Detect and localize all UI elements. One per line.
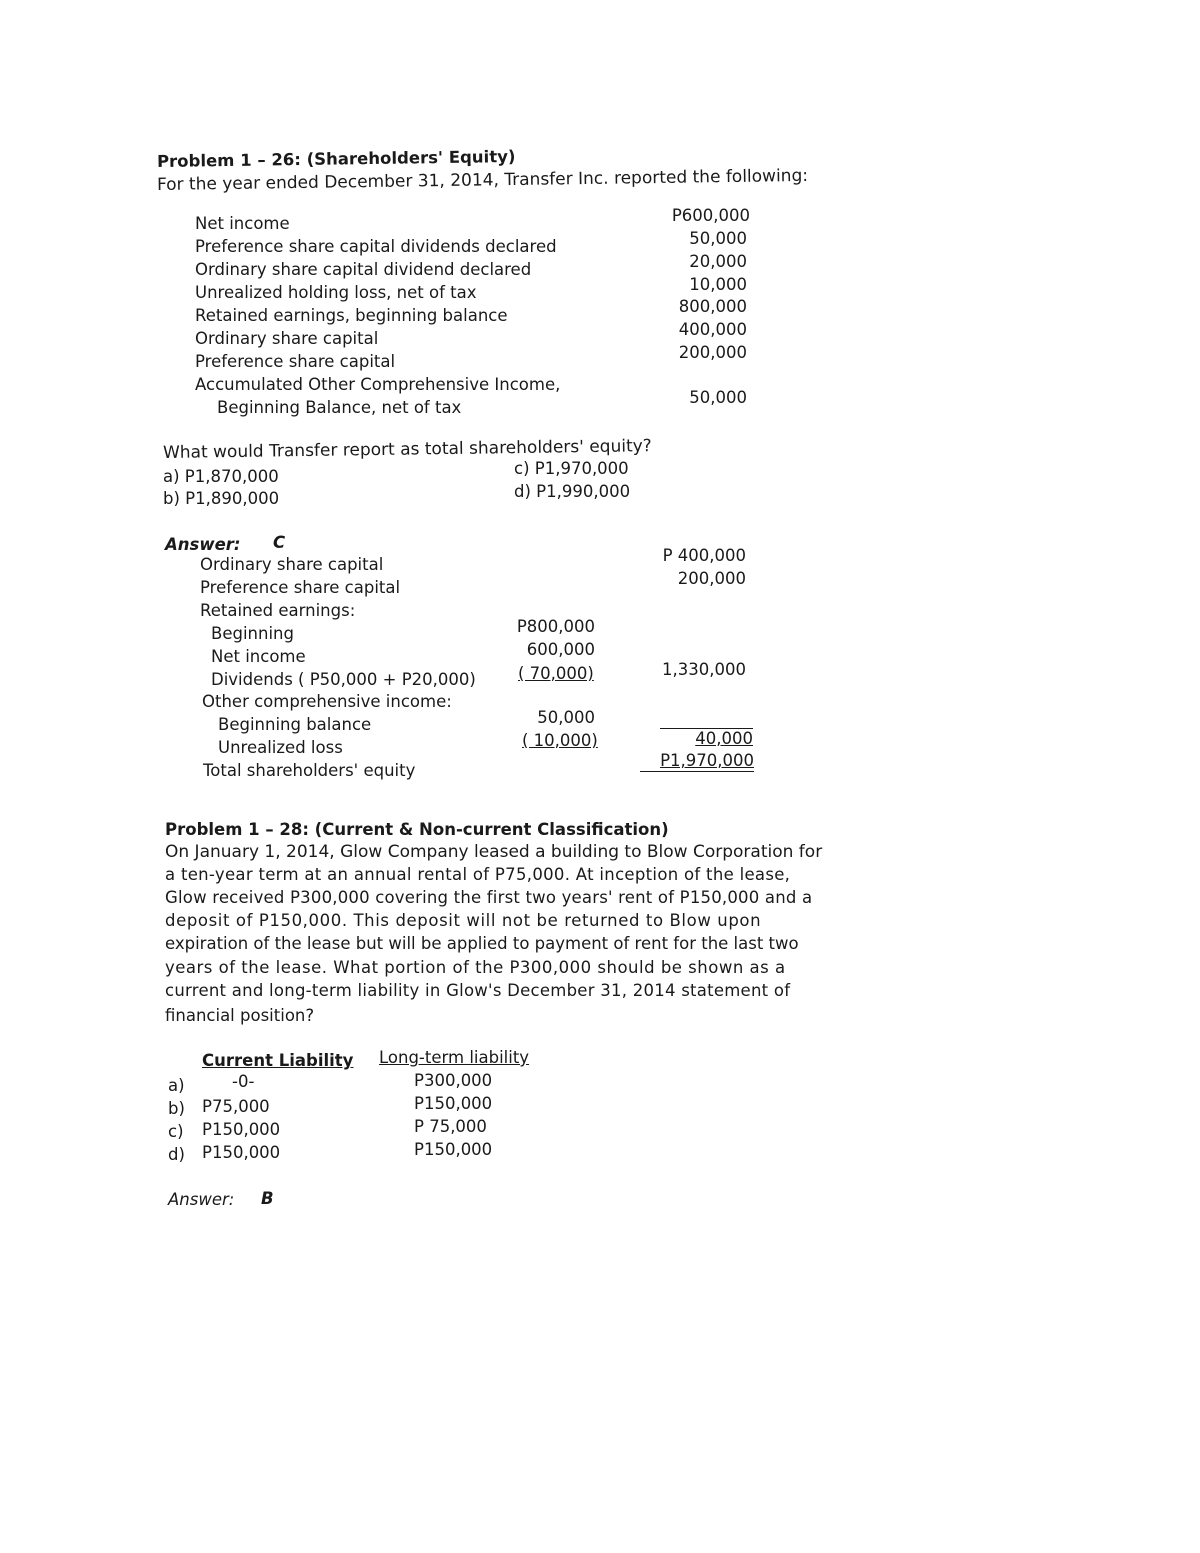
solution-label: Beginning balance [218,715,372,734]
row-current: P75,000 [202,1097,270,1116]
solution-value: P800,000 [516,617,595,636]
solution-value: 200,000 [677,569,746,588]
item-value: 10,000 [689,275,747,294]
item-label: Net income [195,214,290,233]
item-value: 200,000 [678,343,747,362]
item-value: P600,000 [671,206,750,225]
solution-value: ( 70,000) [518,664,594,683]
row-longterm: P 75,000 [414,1117,487,1136]
question-text: What would Transfer report as total shareholders' equity? [162,436,652,463]
item-value: 20,000 [689,252,747,271]
item-label: Accumulated Other Comprehensive Income, [195,375,561,394]
row-longterm: P150,000 [414,1140,493,1159]
item-label: Retained earnings, beginning balance [195,306,508,325]
paragraph-line: expiration of the lease but will be applied to payment of rent for the last two [165,934,799,953]
column-header-longterm: Long-term liability [379,1048,530,1067]
solution-label: Dividends ( P50,000 + P20,000) [211,670,476,689]
solution-label: Unrealized loss [218,738,343,757]
paragraph-line: a ten-year term at an annual rental of P75,000. At inception of the lease, [165,865,791,884]
solution-label: Beginning [211,624,294,643]
paragraph-line: current and long-term liability in Glow's December 31, 2014 statement of [165,981,791,1000]
answer-label: Answer: [165,535,241,554]
row-longterm: P150,000 [414,1094,493,1113]
solution-value: ( 10,000) [522,731,598,750]
row-letter: d) [168,1145,185,1164]
item-value: 50,000 [689,388,747,407]
row-letter: a) [168,1076,185,1095]
solution-label: Ordinary share capital [200,555,384,574]
problem-26-title: Problem 1 – 26: (Shareholders' Equity) [156,146,516,171]
paragraph-line: Glow received P300,000 covering the first two years' rent of P150,000 and a [165,888,813,907]
answer-letter: C [273,533,286,552]
solution-value: 50,000 [537,708,595,727]
row-current: -0- [232,1072,255,1091]
solution-value: 600,000 [526,640,595,659]
item-label: Ordinary share capital dividend declared [195,260,532,279]
item-value: 50,000 [689,229,747,248]
item-label: Preference share capital [195,352,396,371]
problem-26-intro: For the year ended December 31, 2014, Transfer Inc. reported the following: [156,165,809,195]
paragraph-line: years of the lease. What portion of the P300,000 should be shown as a [165,958,786,977]
solution-label: Net income [211,647,306,666]
solution-value: P 400,000 [662,546,746,565]
solution-subtotal: 1,330,000 [662,660,746,679]
solution-label: Retained earnings: [200,601,356,620]
row-current: P150,000 [202,1143,281,1162]
choice-b: b) P1,890,000 [163,489,280,508]
paragraph-line: financial position? [165,1006,315,1025]
row-letter: b) [168,1099,185,1118]
row-letter: c) [168,1122,184,1141]
item-label: Ordinary share capital [195,329,379,348]
paragraph-line: deposit of P150,000. This deposit will not be returned to Blow upon [165,911,762,930]
problem-28-title: Problem 1 – 28: (Current & Non-current Classification) [165,820,669,839]
answer-letter: B [261,1189,274,1208]
row-current: P150,000 [202,1120,281,1139]
solution-total-label: Total shareholders' equity [203,761,416,780]
solution-subtotal: 40,000 [660,728,753,749]
item-value: 400,000 [678,320,747,339]
solution-label: Other comprehensive income: [202,692,452,711]
solution-label: Preference share capital [200,578,401,597]
choice-d: d) P1,990,000 [514,482,631,501]
item-label: Preference share capital dividends declared [195,237,557,256]
answer-label: Answer: [168,1190,235,1209]
choice-a: a) P1,870,000 [163,467,279,486]
item-label: Beginning Balance, net of tax [217,398,462,417]
choice-c: c) P1,970,000 [514,459,629,478]
paragraph-line: On January 1, 2014, Glow Company leased a building to Blow Corporation for [165,842,823,862]
item-label: Unrealized holding loss, net of tax [195,283,477,302]
column-header-current: Current Liability [202,1051,354,1070]
row-longterm: P300,000 [414,1071,493,1090]
solution-total-value: P1,970,000 [640,751,754,772]
item-value: 800,000 [678,297,747,316]
